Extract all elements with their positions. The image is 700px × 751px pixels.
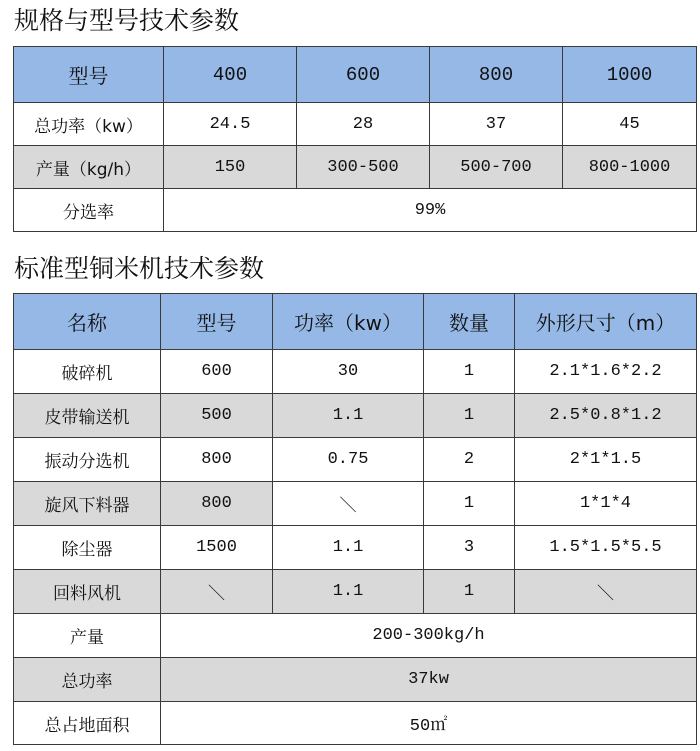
table-cell: 1.1: [273, 394, 424, 438]
spec-table: [13, 46, 697, 232]
table-cell: ＼: [273, 482, 424, 526]
sort-rate-value: 99%: [164, 189, 697, 232]
table-cell: 1*1*4: [515, 482, 697, 526]
table-cell: 2*1*1.5: [515, 438, 697, 482]
table-cell: 1: [424, 570, 515, 614]
table-cell: ＼: [161, 570, 273, 614]
spec-row-label: 总功率（kw）: [14, 103, 164, 146]
table-cell: 150: [164, 146, 297, 189]
summary-row-area: [14, 702, 697, 745]
table-cell: 1.5*1.5*5.5: [515, 526, 697, 570]
table-row: [14, 482, 697, 526]
table-cell: 800: [161, 438, 273, 482]
spec-row-label: 产量（kg/h）: [14, 146, 164, 189]
table-cell: 30: [273, 350, 424, 394]
table-cell: 2: [424, 438, 515, 482]
table-cell: 500: [161, 394, 273, 438]
table-row: [14, 350, 697, 394]
table-row: [14, 394, 697, 438]
summary-label: 总功率: [14, 658, 161, 702]
spec-row-output: [14, 146, 697, 189]
spec-header-row: [14, 47, 697, 103]
standard-header-power: 功率（kw）: [273, 294, 424, 350]
table-row: [14, 570, 697, 614]
summary-row-output: [14, 614, 697, 658]
table-cell: 800-1000: [563, 146, 697, 189]
table-cell: 24.5: [164, 103, 297, 146]
table-cell: 1.1: [273, 570, 424, 614]
spec-header-800: 800: [430, 47, 563, 103]
spec-row-label: 分选率: [14, 189, 164, 232]
standard-header-quantity: 数量: [424, 294, 515, 350]
summary-value: 200-300kg/h: [161, 614, 697, 658]
summary-value: 37kw: [161, 658, 697, 702]
table-cell: 600: [161, 350, 273, 394]
summary-row-total-power: [14, 658, 697, 702]
equipment-name: 破碎机: [14, 350, 161, 394]
summary-value: 50㎡: [161, 702, 697, 745]
spec-header-600: 600: [297, 47, 430, 103]
equipment-name: 除尘器: [14, 526, 161, 570]
equipment-name: 皮带输送机: [14, 394, 161, 438]
table-row: [14, 438, 697, 482]
spec-table-title: 规格与型号技术参数: [14, 6, 240, 35]
standard-header-row: [14, 294, 697, 350]
equipment-name: 回料风机: [14, 570, 161, 614]
table-cell: 1500: [161, 526, 273, 570]
table-row: [14, 526, 697, 570]
spec-row-power: [14, 103, 697, 146]
table-cell: 2.5*0.8*1.2: [515, 394, 697, 438]
table-cell: ＼: [515, 570, 697, 614]
spec-header-400: 400: [164, 47, 297, 103]
standard-table-title: 标准型铜米机技术参数: [14, 254, 265, 283]
table-cell: 28: [297, 103, 430, 146]
standard-table: [13, 293, 697, 745]
standard-header-model: 型号: [161, 294, 273, 350]
table-cell: 300-500: [297, 146, 430, 189]
spec-header-1000: 1000: [563, 47, 697, 103]
summary-label: 总占地面积: [14, 702, 161, 745]
table-cell: 1: [424, 350, 515, 394]
table-cell: 1: [424, 394, 515, 438]
table-cell: 800: [161, 482, 273, 526]
spec-row-sort-rate: [14, 189, 697, 232]
table-cell: 3: [424, 526, 515, 570]
table-cell: 2.1*1.6*2.2: [515, 350, 697, 394]
table-cell: 45: [563, 103, 697, 146]
table-cell: 1.1: [273, 526, 424, 570]
table-cell: 0.75: [273, 438, 424, 482]
spec-header-model: 型号: [14, 47, 164, 103]
table-cell: 37: [430, 103, 563, 146]
summary-label: 产量: [14, 614, 161, 658]
table-cell: 1: [424, 482, 515, 526]
standard-header-dimensions: 外形尺寸（m）: [515, 294, 697, 350]
standard-header-name: 名称: [14, 294, 161, 350]
equipment-name: 旋风下料器: [14, 482, 161, 526]
equipment-name: 振动分选机: [14, 438, 161, 482]
table-cell: 500-700: [430, 146, 563, 189]
